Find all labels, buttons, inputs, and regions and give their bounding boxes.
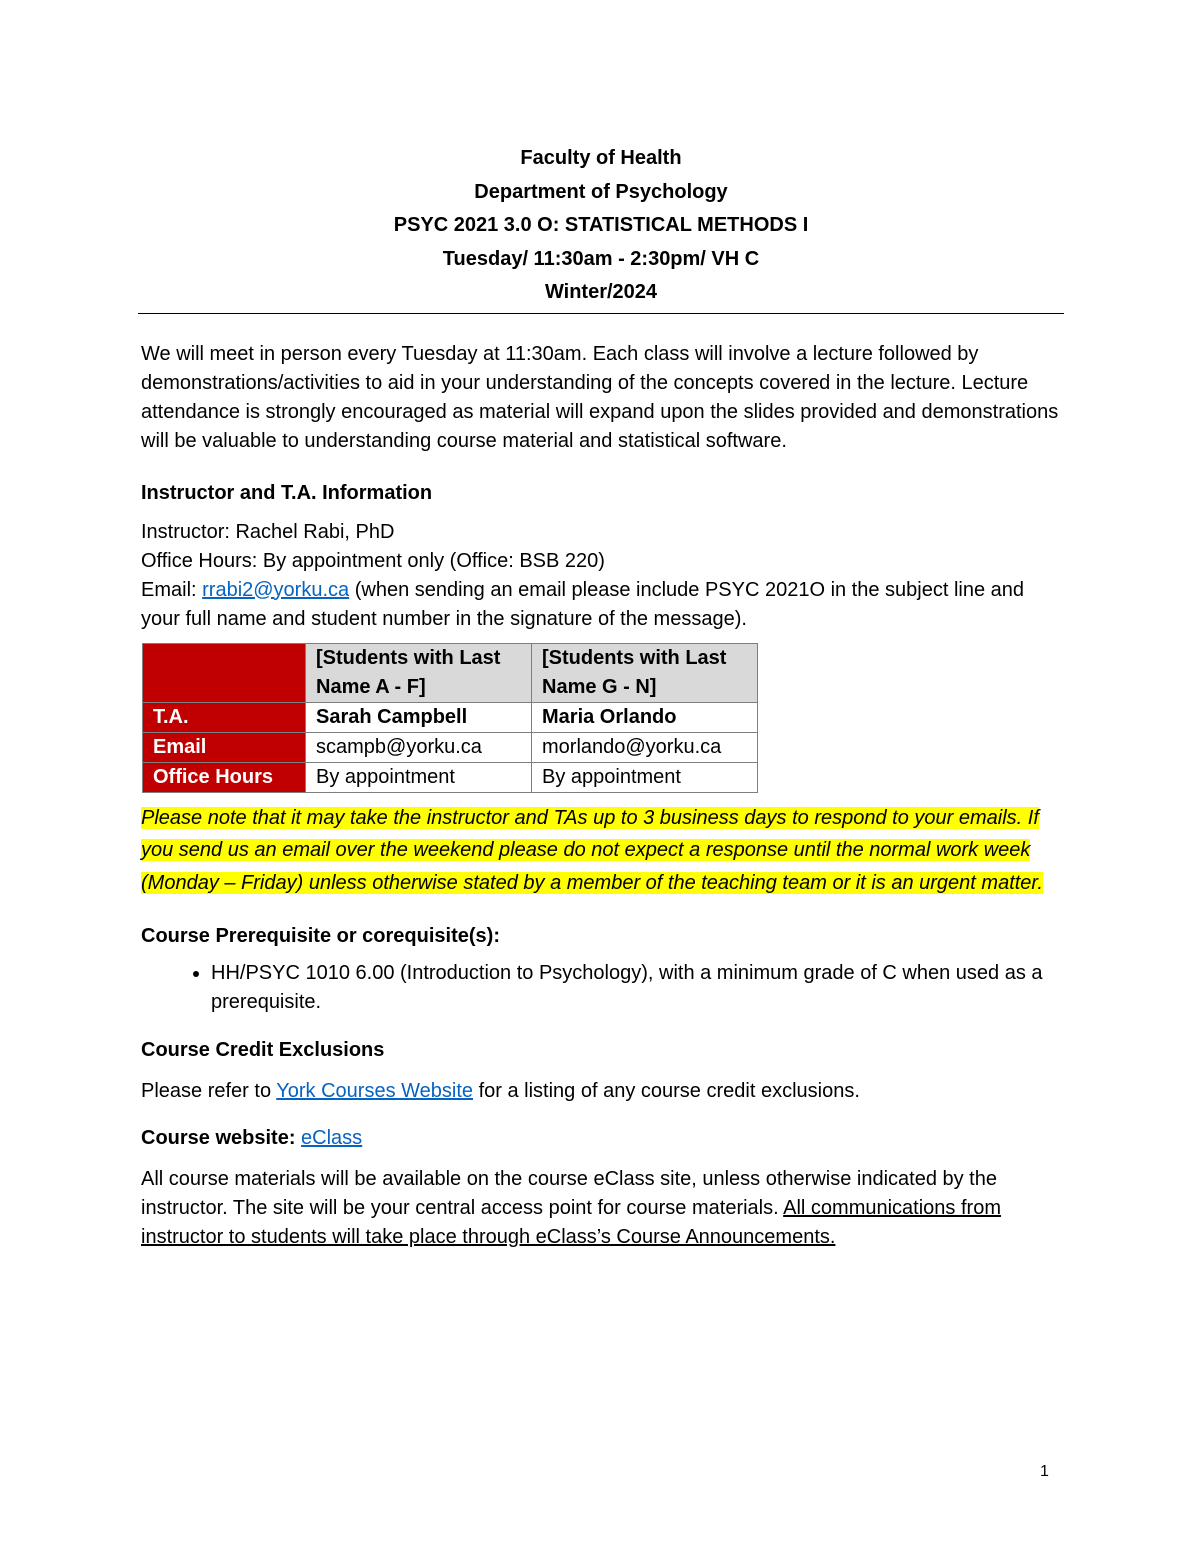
exclusions-heading: Course Credit Exclusions [141, 1039, 385, 1061]
list-item: • HH/PSYC 1010 6.00 (Introduction to Psychology), with a minimum grade of C when used as a prerequisite. [211, 959, 1061, 1017]
highlighted-note-text: Please note that it may take the instructor and TAs up to 3 business days to respond to your emails. If you send us an email over the weekend please do not expect a response until the normal work week (Monday – Friday) unless otherwise stated by a member of the teaching team or it is an urgent matter. [141, 806, 1043, 894]
ta-table-corner-cell [143, 643, 306, 702]
website-heading [141, 1124, 1061, 1153]
prerequisite-list [141, 959, 1061, 1017]
ta-table-row-header: T.A. [143, 702, 306, 732]
exclusions-text-after: for a listing of any course credit exclusions. [473, 1080, 860, 1102]
instructor-section-heading: Instructor and T.A. Information [141, 481, 433, 504]
department-title: Department of Psychology [474, 180, 728, 203]
syllabus-page [141, 140, 1061, 1252]
instructor-office-hours: Office Hours: By appointment only (Office: BSB 220) [141, 549, 605, 572]
table-row [143, 702, 758, 732]
table-row [143, 732, 758, 762]
ta-name-cell: Maria Orlando [532, 702, 758, 732]
intro-paragraph: We will meet in person every Tuesday at 11:30am. Each class will involve a lecture followed by demonstrations/activities to aid in your understanding of the concepts covered in the lecture. Lecture attendance is strongly encouraged as material will expand upon the slides provided and demonstrations will be valuable to understanding course material and statistical software. [141, 342, 1059, 452]
instructor-name: Instructor: Rachel Rabi, PhD [141, 520, 395, 543]
instructor-email-link[interactable]: rrabi2@yorku.ca [202, 578, 350, 601]
york-courses-link[interactable]: York Courses Website [276, 1080, 474, 1102]
ta-table-header-row [143, 643, 758, 702]
eclass-link[interactable]: eClass [301, 1127, 363, 1149]
document-header [141, 140, 1061, 310]
course-title: PSYC 2021 3.0 O: STATISTICAL METHODS I [393, 214, 809, 236]
website-heading-label: Course website: [141, 1127, 302, 1149]
instructor-email-line [141, 576, 1061, 634]
ta-name-cell: Sarah Campbell [306, 702, 532, 732]
website-paragraph [141, 1165, 1061, 1252]
website-text: All course materials will be available on the course eClass site, unless otherwise indicated by the instructor. The site will be your central access point for course materials. [141, 1168, 997, 1219]
course-schedule: Tuesday/ 11:30am - 2:30pm/ VH C [442, 247, 760, 270]
email-label: Email: [141, 578, 203, 601]
instructor-section [141, 479, 1061, 634]
communications-notice: All communications from instructor to students will take place through eClass’s Course Announcements. [141, 1197, 1001, 1248]
response-time-note [141, 802, 1061, 900]
ta-office-hours-cell: By appointment [532, 762, 758, 792]
ta-email-cell: morlando@yorku.ca [532, 732, 758, 762]
ta-table-col-header: [Students with Last Name A - F] [306, 643, 532, 702]
prerequisite-section [141, 922, 1061, 1017]
instructor-info [141, 518, 1061, 634]
prerequisite-heading: Course Prerequisite or corequisite(s): [141, 925, 500, 947]
exclusions-section [141, 1036, 1061, 1106]
email-note: (when sending an email please include PSYC 2021O in the subject line and your full name and student number in the signature of the message). [141, 578, 1025, 630]
exclusions-text [141, 1077, 1061, 1106]
faculty-title: Faculty of Health [520, 147, 682, 169]
table-row [143, 762, 758, 792]
ta-table-row-header: Email [143, 732, 306, 762]
ta-table [142, 643, 758, 793]
ta-table-row-header: Office Hours [143, 762, 306, 792]
ta-table-col-header: [Students with Last Name G - N] [532, 643, 758, 702]
header-divider [138, 313, 1064, 314]
ta-office-hours-cell: By appointment [306, 762, 532, 792]
website-section [141, 1124, 1061, 1252]
ta-email-cell: scampb@yorku.ca [306, 732, 532, 762]
exclusions-text-before: Please refer to [141, 1080, 277, 1102]
page-number: 1 [1040, 1463, 1049, 1480]
course-term: Winter/2024 [544, 281, 658, 303]
